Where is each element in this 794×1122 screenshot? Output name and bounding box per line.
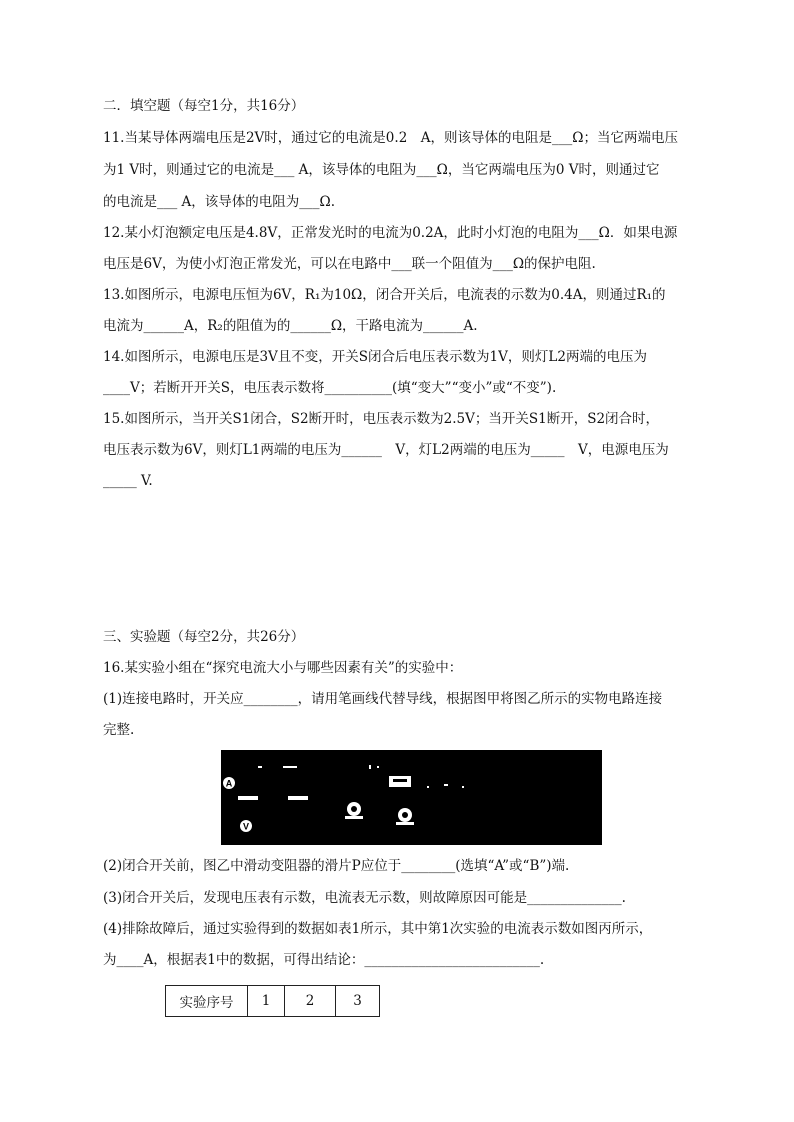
wire-mark (258, 766, 262, 768)
circuit-figure (221, 750, 602, 845)
question-12-line-2: 电压是6V，为使小灯泡正常发光，可以在电路中___联一个阻值为___Ω的保护电阻. (103, 256, 596, 272)
wire-mark (427, 786, 429, 788)
question-16-part-4-line-2: 为____A，根据表1中的数据，可得出结论：__________________________. (103, 952, 545, 968)
wire-mark (369, 765, 371, 769)
wire-mark (444, 784, 448, 786)
question-15-line-1: 15.如图所示，当开关S1闭合，S2断开时，电压表示数为2.5V；当开关S1断开，S2闭合时， (103, 411, 660, 427)
data-table (165, 985, 380, 1017)
question-16-part-1-line-2: 完整. (103, 722, 135, 738)
question-11-line-1: 11.当某导体两端电压是2V时，通过它的电流是0.2 A，则该导体的电阻是___Ω；当它两端电压 (103, 130, 678, 146)
wire-mark (462, 786, 464, 788)
voltmeter-label: V (242, 821, 250, 832)
table-header-cell: 实验序号 (166, 986, 248, 1017)
question-15-line-3: _____ V. (103, 473, 153, 489)
table-row (166, 986, 380, 1017)
wire-mark (283, 766, 297, 768)
table-cell: 3 (336, 986, 380, 1017)
resistor-bar (288, 796, 308, 800)
question-15-line-2: 电压表示数为6V，则灯L1两端的电压为______ V，灯L2两端的电压为_____ V，电源电压为 (103, 442, 669, 458)
resistor-bar (238, 796, 258, 800)
table-cell: 2 (285, 986, 336, 1017)
wire-mark (377, 766, 379, 768)
table-cell: 1 (248, 986, 285, 1017)
lamp-icon (396, 808, 414, 825)
question-11-line-2: 为1 V时，则通过它的电流是___ A，该导体的电阻为___Ω，当它两端电压为0 V时，则通过它 (103, 162, 660, 178)
circuit-diagram (221, 750, 602, 845)
lamp-icon (345, 802, 363, 819)
question-14-line-1: 14.如图所示，电源电压是3V且不变，开关S闭合后电压表示数为1V，则灯L2两端的电压为 (103, 349, 647, 365)
question-13-line-2: 电流为______A，R₂的阻值为的______Ω，干路电流为______A. (103, 318, 478, 334)
question-12-line-1: 12.某小灯泡额定电压是4.8V，正常发光时的电流为0.2A，此时小灯泡的电阻为___Ω．如果电源 (103, 225, 678, 241)
question-16-intro: 16.某实验小组在“探究电流大小与哪些因素有关”的实验中： (103, 660, 463, 676)
question-16-part-2: (2)闭合开关前，图乙中滑动变阻器的滑片P应位于________(选填“A”或“B”)端. (103, 858, 570, 874)
question-14-line-2: ____V；若断开开关S，电压表示数将__________(填“变大”“变小”或“不变”). (103, 380, 557, 396)
question-16-part-4-line-1: (4)排除故障后，通过实验得到的数据如表1所示，其中第1次实验的电流表示数如图丙所示， (103, 921, 653, 937)
question-11-line-3: 的电流是___ A，该导体的电阻为___Ω. (103, 194, 336, 210)
ammeter-label: A (225, 778, 233, 789)
question-16-part-3: (3)闭合开关后，发现电压表有示数，电流表无示数，则故障原因可能是______________. (103, 890, 626, 906)
section-2-title: 二．填空题（每空1分，共16分） (103, 98, 305, 114)
section-3-title: 三、实验题（每空2分，共26分） (103, 629, 305, 645)
question-13-line-1: 13.如图所示，电源电压恒为6V，R₁为10Ω，闭合开关后，电流表的示数为0.4A，则通过R₁的 (103, 287, 666, 303)
question-16-part-1-line-1: (1)连接电路时，开关应________，请用笔画线代替导线，根据图甲将图乙所示的实物电路连接 (103, 691, 663, 707)
